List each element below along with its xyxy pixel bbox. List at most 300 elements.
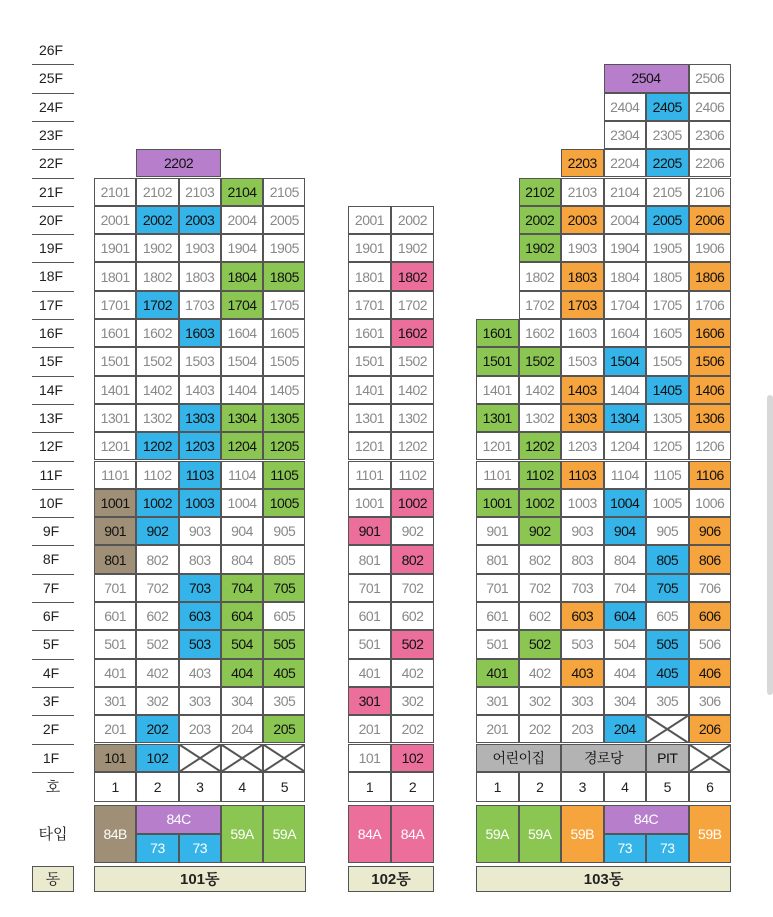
unit-103-606[interactable]: 606 xyxy=(689,602,732,630)
unit-102-102[interactable]: 102 xyxy=(391,744,434,772)
ho-number: 6 xyxy=(689,772,732,802)
unit-103-304[interactable]: 304 xyxy=(604,687,647,715)
unit-103-2405[interactable]: 2405 xyxy=(646,93,689,121)
unit-103-1706[interactable]: 1706 xyxy=(689,291,732,319)
unit-103-1704[interactable]: 1704 xyxy=(604,291,647,319)
unit-1904[interactable]: 1904 xyxy=(221,234,263,262)
floor-label: 8F xyxy=(42,551,60,568)
floor-label: 7F xyxy=(42,579,60,596)
unit-103-1203[interactable]: 1203 xyxy=(561,432,604,460)
unit-103-1301[interactable]: 1301 xyxy=(476,404,519,432)
unit-405[interactable]: 405 xyxy=(263,659,305,687)
unit-103-702[interactable]: 702 xyxy=(519,574,562,602)
unit-102-402[interactable]: 402 xyxy=(391,659,434,687)
unit-102-702[interactable]: 702 xyxy=(391,574,434,602)
building-101-label[interactable]: 101동 xyxy=(94,866,306,892)
unit-103-902[interactable]: 902 xyxy=(519,517,562,545)
unit-103-402[interactable]: 402 xyxy=(519,659,562,687)
unit-804[interactable]: 804 xyxy=(221,545,263,573)
unit-103-2404[interactable]: 2404 xyxy=(604,93,647,121)
type-label: 84C xyxy=(604,805,689,834)
unit-102-902[interactable]: 902 xyxy=(391,517,434,545)
unit-102-1802[interactable]: 1802 xyxy=(391,262,434,290)
ho-number: 3 xyxy=(561,772,604,802)
unit-103-2104[interactable]: 2104 xyxy=(604,178,647,206)
unit-103-703[interactable]: 703 xyxy=(561,574,604,602)
unit-1202[interactable]: 1202 xyxy=(136,432,178,460)
unit-102-1202[interactable]: 1202 xyxy=(391,432,434,460)
unit-103-505[interactable]: 505 xyxy=(646,630,689,658)
unit-102-2002[interactable]: 2002 xyxy=(391,206,434,234)
unit-103-2102[interactable]: 2102 xyxy=(519,178,562,206)
unit-2005[interactable]: 2005 xyxy=(263,206,305,234)
unit-102-1602[interactable]: 1602 xyxy=(391,319,434,347)
unit-103-1405[interactable]: 1405 xyxy=(646,376,689,404)
unit-103-1703[interactable]: 1703 xyxy=(561,291,604,319)
ho-number: 1 xyxy=(476,772,519,802)
unit-503[interactable]: 503 xyxy=(179,630,221,658)
unit-103-2306[interactable]: 2306 xyxy=(689,121,732,149)
unit-1101[interactable]: 1101 xyxy=(94,461,136,489)
unit-1005[interactable]: 1005 xyxy=(263,489,305,517)
unit-103-1001[interactable]: 1001 xyxy=(476,489,519,517)
unit-103-906[interactable]: 906 xyxy=(689,517,732,545)
unit-2103[interactable]: 2103 xyxy=(179,178,221,206)
ho-number: 2 xyxy=(136,772,178,802)
unit-103-2406[interactable]: 2406 xyxy=(689,93,732,121)
unit-103-1602[interactable]: 1602 xyxy=(519,319,562,347)
unit-103-404[interactable]: 404 xyxy=(604,659,647,687)
unit-103-306[interactable]: 306 xyxy=(689,687,732,715)
unit-103-1201[interactable]: 1201 xyxy=(476,432,519,460)
unit-1302[interactable]: 1302 xyxy=(136,404,178,432)
unit-204[interactable]: 204 xyxy=(221,715,263,743)
unit-2504[interactable]: 2504 xyxy=(604,64,689,92)
unit-102-1002[interactable]: 1002 xyxy=(391,489,434,517)
unit-1705[interactable]: 1705 xyxy=(263,291,305,319)
unit-103-904[interactable]: 904 xyxy=(604,517,647,545)
unit-1602[interactable]: 1602 xyxy=(136,319,178,347)
unit-2004[interactable]: 2004 xyxy=(221,206,263,234)
unit-102-1101[interactable]: 1101 xyxy=(348,461,391,489)
unit-604[interactable]: 604 xyxy=(221,602,263,630)
unit-103-705[interactable]: 705 xyxy=(646,574,689,602)
unit-1704[interactable]: 1704 xyxy=(221,291,263,319)
unit-103-1004[interactable]: 1004 xyxy=(604,489,647,517)
unit-2003[interactable]: 2003 xyxy=(179,206,221,234)
unit-202[interactable]: 202 xyxy=(136,715,178,743)
unit-401[interactable]: 401 xyxy=(94,659,136,687)
unit-501[interactable]: 501 xyxy=(94,630,136,658)
unit-1603[interactable]: 1603 xyxy=(179,319,221,347)
unit-103-1103[interactable]: 1103 xyxy=(561,461,604,489)
unit-605[interactable]: 605 xyxy=(263,602,305,630)
unit-102-801[interactable]: 801 xyxy=(348,545,391,573)
unit-103-603[interactable]: 603 xyxy=(561,602,604,630)
unit-301[interactable]: 301 xyxy=(94,687,136,715)
unit-103-2106[interactable]: 2106 xyxy=(689,178,732,206)
unit-901[interactable]: 901 xyxy=(94,517,136,545)
unit-1903[interactable]: 1903 xyxy=(179,234,221,262)
unit-102-1301[interactable]: 1301 xyxy=(348,404,391,432)
unit-103-1605[interactable]: 1605 xyxy=(646,319,689,347)
unit-205[interactable]: 205 xyxy=(263,715,305,743)
unit-103-1903[interactable]: 1903 xyxy=(561,234,604,262)
unit-102-701[interactable]: 701 xyxy=(348,574,391,602)
unit-1404[interactable]: 1404 xyxy=(221,376,263,404)
unit-1305[interactable]: 1305 xyxy=(263,404,305,432)
unit-103-1705[interactable]: 1705 xyxy=(646,291,689,319)
unit-103-1202[interactable]: 1202 xyxy=(519,432,562,460)
unit-103-1503[interactable]: 1503 xyxy=(561,347,604,375)
unit-102-502[interactable]: 502 xyxy=(391,630,434,658)
unit-302[interactable]: 302 xyxy=(136,687,178,715)
unit-103-701[interactable]: 701 xyxy=(476,574,519,602)
unit-102-202[interactable]: 202 xyxy=(391,715,434,743)
unit-103-1402[interactable]: 1402 xyxy=(519,376,562,404)
unit-1803[interactable]: 1803 xyxy=(179,262,221,290)
unit-103-604[interactable]: 604 xyxy=(604,602,647,630)
unit-102-201[interactable]: 201 xyxy=(348,715,391,743)
unit-102-302[interactable]: 302 xyxy=(391,687,434,715)
floor-label: 20F xyxy=(38,211,64,228)
unit-1402[interactable]: 1402 xyxy=(136,376,178,404)
unit-903[interactable]: 903 xyxy=(179,517,221,545)
unit-303[interactable]: 303 xyxy=(179,687,221,715)
floor-label: 4F xyxy=(42,664,60,681)
unit-103-905[interactable]: 905 xyxy=(646,517,689,545)
unit-103-1406[interactable]: 1406 xyxy=(689,376,732,404)
type-label: 84B xyxy=(94,805,136,863)
unit-2202[interactable]: 2202 xyxy=(136,149,221,177)
unit-102[interactable]: 102 xyxy=(136,744,178,772)
daycare-facility: 어린이집 xyxy=(476,744,561,772)
unit-103-1104[interactable]: 1104 xyxy=(604,461,647,489)
unit-103-805[interactable]: 805 xyxy=(646,545,689,573)
unit-103-403[interactable]: 403 xyxy=(561,659,604,687)
floor-label: 19F xyxy=(38,240,64,257)
unit-1505[interactable]: 1505 xyxy=(263,347,305,375)
unit-701[interactable]: 701 xyxy=(94,574,136,602)
unit-505[interactable]: 505 xyxy=(263,630,305,658)
unit-103-1206[interactable]: 1206 xyxy=(689,432,732,460)
unit-1801[interactable]: 1801 xyxy=(94,262,136,290)
unit-102-1302[interactable]: 1302 xyxy=(391,404,434,432)
unit-1004[interactable]: 1004 xyxy=(221,489,263,517)
unit-103-1501[interactable]: 1501 xyxy=(476,347,519,375)
unit-805[interactable]: 805 xyxy=(263,545,305,573)
building-103-label[interactable]: 103동 xyxy=(476,866,731,892)
unit-201[interactable]: 201 xyxy=(94,715,136,743)
unit-102-1501[interactable]: 1501 xyxy=(348,347,391,375)
unit-602[interactable]: 602 xyxy=(136,602,178,630)
unit-103-801[interactable]: 801 xyxy=(476,545,519,573)
unit-904[interactable]: 904 xyxy=(221,517,263,545)
unit-103-401[interactable]: 401 xyxy=(476,659,519,687)
unit-102-1801[interactable]: 1801 xyxy=(348,262,391,290)
unit-103-1804[interactable]: 1804 xyxy=(604,262,647,290)
unit-103-1403[interactable]: 1403 xyxy=(561,376,604,404)
type-label: 59A xyxy=(476,805,519,863)
unit-103-804[interactable]: 804 xyxy=(604,545,647,573)
dong-row-label: 동 xyxy=(32,866,74,892)
unit-504[interactable]: 504 xyxy=(221,630,263,658)
unit-1105[interactable]: 1105 xyxy=(263,461,305,489)
unit-102-1702[interactable]: 1702 xyxy=(391,291,434,319)
unit-103-1806[interactable]: 1806 xyxy=(689,262,732,290)
unit-102-1001[interactable]: 1001 xyxy=(348,489,391,517)
unit-102-1102[interactable]: 1102 xyxy=(391,461,434,489)
unit-1102[interactable]: 1102 xyxy=(136,461,178,489)
unit-103-602[interactable]: 602 xyxy=(519,602,562,630)
unit-1601[interactable]: 1601 xyxy=(94,319,136,347)
unit-203[interactable]: 203 xyxy=(179,715,221,743)
unit-1104[interactable]: 1104 xyxy=(221,461,263,489)
unit-703[interactable]: 703 xyxy=(179,574,221,602)
unit-102-501[interactable]: 501 xyxy=(348,630,391,658)
unit-103-1506[interactable]: 1506 xyxy=(689,347,732,375)
type-sub-size: 73 xyxy=(646,834,689,863)
unit-2002[interactable]: 2002 xyxy=(136,206,178,234)
building-102-label[interactable]: 102동 xyxy=(348,866,434,892)
unit-103-2204[interactable]: 2204 xyxy=(604,149,647,177)
unit-103-2002[interactable]: 2002 xyxy=(519,206,562,234)
unit-103-1601[interactable]: 1601 xyxy=(476,319,519,347)
unit-1804[interactable]: 1804 xyxy=(221,262,263,290)
ho-number: 1 xyxy=(348,772,391,802)
unit-402[interactable]: 402 xyxy=(136,659,178,687)
floor-label: 22F xyxy=(38,155,64,172)
unit-103-405[interactable]: 405 xyxy=(646,659,689,687)
unit-102-601[interactable]: 601 xyxy=(348,602,391,630)
unit-103-504[interactable]: 504 xyxy=(604,630,647,658)
unit-103-501[interactable]: 501 xyxy=(476,630,519,658)
unit-103-303[interactable]: 303 xyxy=(561,687,604,715)
unit-702[interactable]: 702 xyxy=(136,574,178,602)
unit-1401[interactable]: 1401 xyxy=(94,376,136,404)
unit-103-1101[interactable]: 1101 xyxy=(476,461,519,489)
empty-unit xyxy=(646,715,689,743)
unit-1304[interactable]: 1304 xyxy=(221,404,263,432)
unit-101[interactable]: 101 xyxy=(94,744,136,772)
unit-102-1402[interactable]: 1402 xyxy=(391,376,434,404)
unit-1501[interactable]: 1501 xyxy=(94,347,136,375)
unit-103-802[interactable]: 802 xyxy=(519,545,562,573)
unit-102-301[interactable]: 301 xyxy=(348,687,391,715)
unit-103-1105[interactable]: 1105 xyxy=(646,461,689,489)
unit-802[interactable]: 802 xyxy=(136,545,178,573)
unit-103-1802[interactable]: 1802 xyxy=(519,262,562,290)
unit-103-201[interactable]: 201 xyxy=(476,715,519,743)
unit-103-1106[interactable]: 1106 xyxy=(689,461,732,489)
unit-102-802[interactable]: 802 xyxy=(391,545,434,573)
type-label: 84C xyxy=(136,805,221,834)
unit-305[interactable]: 305 xyxy=(263,687,305,715)
unit-1504[interactable]: 1504 xyxy=(221,347,263,375)
unit-103-502[interactable]: 502 xyxy=(519,630,562,658)
unit-103-1005[interactable]: 1005 xyxy=(646,489,689,517)
unit-1403[interactable]: 1403 xyxy=(179,376,221,404)
unit-103-1302[interactable]: 1302 xyxy=(519,404,562,432)
unit-103-1003[interactable]: 1003 xyxy=(561,489,604,517)
unit-1805[interactable]: 1805 xyxy=(263,262,305,290)
unit-103-1805[interactable]: 1805 xyxy=(646,262,689,290)
unit-103-305[interactable]: 305 xyxy=(646,687,689,715)
unit-102-401[interactable]: 401 xyxy=(348,659,391,687)
unit-103-2105[interactable]: 2105 xyxy=(646,178,689,206)
unit-103-2006[interactable]: 2006 xyxy=(689,206,732,234)
unit-102-1701[interactable]: 1701 xyxy=(348,291,391,319)
unit-103-1404[interactable]: 1404 xyxy=(604,376,647,404)
unit-1905[interactable]: 1905 xyxy=(263,234,305,262)
unit-103-1305[interactable]: 1305 xyxy=(646,404,689,432)
unit-1301[interactable]: 1301 xyxy=(94,404,136,432)
unit-103-601[interactable]: 601 xyxy=(476,602,519,630)
unit-103-706[interactable]: 706 xyxy=(689,574,732,602)
unit-1002[interactable]: 1002 xyxy=(136,489,178,517)
unit-1604[interactable]: 1604 xyxy=(221,319,263,347)
unit-103-204[interactable]: 204 xyxy=(604,715,647,743)
ho-number: 1 xyxy=(94,772,136,802)
unit-1303[interactable]: 1303 xyxy=(179,404,221,432)
unit-502[interactable]: 502 xyxy=(136,630,178,658)
unit-103-2103[interactable]: 2103 xyxy=(561,178,604,206)
floor-label: 9F xyxy=(42,523,60,540)
unit-1901[interactable]: 1901 xyxy=(94,234,136,262)
unit-102-1201[interactable]: 1201 xyxy=(348,432,391,460)
unit-103-302[interactable]: 302 xyxy=(519,687,562,715)
unit-905[interactable]: 905 xyxy=(263,517,305,545)
unit-1802[interactable]: 1802 xyxy=(136,262,178,290)
unit-704[interactable]: 704 xyxy=(221,574,263,602)
unit-103-1204[interactable]: 1204 xyxy=(604,432,647,460)
unit-102-1901[interactable]: 1901 xyxy=(348,234,391,262)
unit-103-1803[interactable]: 1803 xyxy=(561,262,604,290)
unit-103-206[interactable]: 206 xyxy=(689,715,732,743)
unit-103-1304[interactable]: 1304 xyxy=(604,404,647,432)
unit-103-1902[interactable]: 1902 xyxy=(519,234,562,262)
unit-1405[interactable]: 1405 xyxy=(263,376,305,404)
unit-2104[interactable]: 2104 xyxy=(221,178,263,206)
unit-103-2005[interactable]: 2005 xyxy=(646,206,689,234)
unit-803[interactable]: 803 xyxy=(179,545,221,573)
unit-103-503[interactable]: 503 xyxy=(561,630,604,658)
unit-103-1906[interactable]: 1906 xyxy=(689,234,732,262)
unit-1203[interactable]: 1203 xyxy=(179,432,221,460)
unit-102-101[interactable]: 101 xyxy=(348,744,391,772)
unit-403[interactable]: 403 xyxy=(179,659,221,687)
scrollbar[interactable] xyxy=(767,395,773,695)
unit-2001[interactable]: 2001 xyxy=(94,206,136,234)
unit-103-1306[interactable]: 1306 xyxy=(689,404,732,432)
unit-103-2003[interactable]: 2003 xyxy=(561,206,604,234)
unit-103-1303[interactable]: 1303 xyxy=(561,404,604,432)
unit-103-1603[interactable]: 1603 xyxy=(561,319,604,347)
unit-102-1902[interactable]: 1902 xyxy=(391,234,434,262)
unit-304[interactable]: 304 xyxy=(221,687,263,715)
unit-103-1606[interactable]: 1606 xyxy=(689,319,732,347)
unit-102-1401[interactable]: 1401 xyxy=(348,376,391,404)
unit-1502[interactable]: 1502 xyxy=(136,347,178,375)
unit-103-605[interactable]: 605 xyxy=(646,602,689,630)
unit-103-1505[interactable]: 1505 xyxy=(646,347,689,375)
unit-103-406[interactable]: 406 xyxy=(689,659,732,687)
unit-2101[interactable]: 2101 xyxy=(94,178,136,206)
unit-103-903[interactable]: 903 xyxy=(561,517,604,545)
unit-2102[interactable]: 2102 xyxy=(136,178,178,206)
unit-2506[interactable]: 2506 xyxy=(689,64,732,92)
unit-102-2001[interactable]: 2001 xyxy=(348,206,391,234)
unit-103-2205[interactable]: 2205 xyxy=(646,149,689,177)
unit-103-1604[interactable]: 1604 xyxy=(604,319,647,347)
senior-center-facility: 경로당 xyxy=(561,744,646,772)
pit-facility: PIT xyxy=(646,744,689,772)
unit-103-1702[interactable]: 1702 xyxy=(519,291,562,319)
unit-103-301[interactable]: 301 xyxy=(476,687,519,715)
unit-103-1002[interactable]: 1002 xyxy=(519,489,562,517)
unit-103-506[interactable]: 506 xyxy=(689,630,732,658)
unit-1503[interactable]: 1503 xyxy=(179,347,221,375)
ho-number: 5 xyxy=(646,772,689,802)
unit-103-1904[interactable]: 1904 xyxy=(604,234,647,262)
unit-103-901[interactable]: 901 xyxy=(476,517,519,545)
unit-1205[interactable]: 1205 xyxy=(263,432,305,460)
unit-902[interactable]: 902 xyxy=(136,517,178,545)
unit-103-1905[interactable]: 1905 xyxy=(646,234,689,262)
unit-103-2206[interactable]: 2206 xyxy=(689,149,732,177)
unit-103-203[interactable]: 203 xyxy=(561,715,604,743)
unit-103-1102[interactable]: 1102 xyxy=(519,461,562,489)
unit-102-602[interactable]: 602 xyxy=(391,602,434,630)
unit-103-704[interactable]: 704 xyxy=(604,574,647,602)
unit-103-803[interactable]: 803 xyxy=(561,545,604,573)
unit-103-2004[interactable]: 2004 xyxy=(604,206,647,234)
unit-1003[interactable]: 1003 xyxy=(179,489,221,517)
unit-102-1502[interactable]: 1502 xyxy=(391,347,434,375)
unit-1701[interactable]: 1701 xyxy=(94,291,136,319)
unit-1703[interactable]: 1703 xyxy=(179,291,221,319)
unit-1204[interactable]: 1204 xyxy=(221,432,263,460)
unit-103-2305[interactable]: 2305 xyxy=(646,121,689,149)
unit-1702[interactable]: 1702 xyxy=(136,291,178,319)
unit-1201[interactable]: 1201 xyxy=(94,432,136,460)
unit-801[interactable]: 801 xyxy=(94,545,136,573)
floor-label: 5F xyxy=(42,636,60,653)
unit-103-806[interactable]: 806 xyxy=(689,545,732,573)
unit-103-1205[interactable]: 1205 xyxy=(646,432,689,460)
unit-103-1401[interactable]: 1401 xyxy=(476,376,519,404)
unit-102-1601[interactable]: 1601 xyxy=(348,319,391,347)
unit-1902[interactable]: 1902 xyxy=(136,234,178,262)
unit-601[interactable]: 601 xyxy=(94,602,136,630)
unit-103-1504[interactable]: 1504 xyxy=(604,347,647,375)
unit-102-901[interactable]: 901 xyxy=(348,517,391,545)
unit-705[interactable]: 705 xyxy=(263,574,305,602)
unit-2105[interactable]: 2105 xyxy=(263,178,305,206)
unit-603[interactable]: 603 xyxy=(179,602,221,630)
unit-103-2203[interactable]: 2203 xyxy=(561,149,604,177)
unit-404[interactable]: 404 xyxy=(221,659,263,687)
unit-103-202[interactable]: 202 xyxy=(519,715,562,743)
unit-1001[interactable]: 1001 xyxy=(94,489,136,517)
unit-1103[interactable]: 1103 xyxy=(179,461,221,489)
unit-103-1502[interactable]: 1502 xyxy=(519,347,562,375)
floor-label: 21F xyxy=(38,183,64,200)
unit-103-2304[interactable]: 2304 xyxy=(604,121,647,149)
unit-103-1006[interactable]: 1006 xyxy=(689,489,732,517)
unit-1605[interactable]: 1605 xyxy=(263,319,305,347)
empty-unit xyxy=(689,744,732,772)
